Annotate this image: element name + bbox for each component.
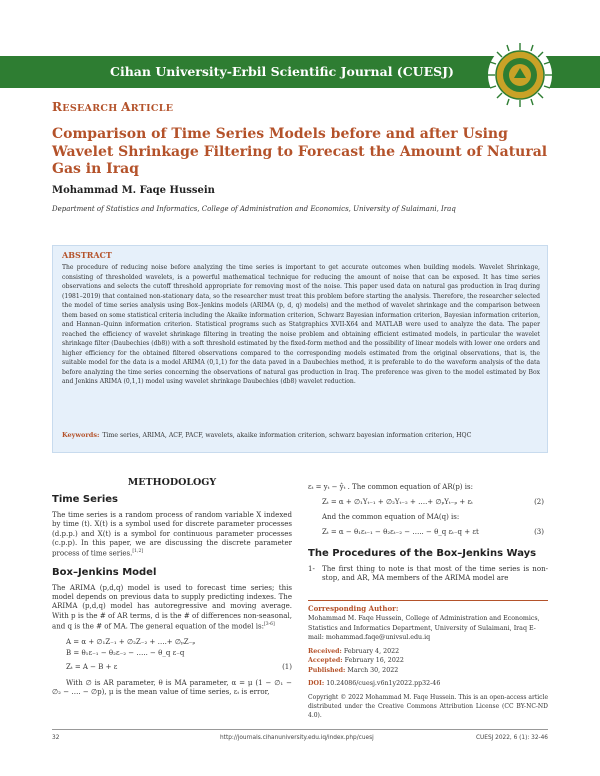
journal-url[interactable]: http://journals.cihanuniversity.edu.iq/index.php/cuesj — [220, 735, 374, 741]
published-line: Published: March 30, 2022 — [308, 666, 399, 674]
equation-1-number: (1) — [282, 662, 292, 671]
correspondence-divider — [308, 600, 548, 601]
author-affiliation: Department of Statistics and Informatics, College of Administration and Economics, University of Sulaimani, Iraq — [52, 205, 456, 213]
ma-intro: And the common equation of MA(q) is: — [322, 513, 460, 521]
procedure-item-1 — [308, 564, 548, 583]
equation-3: Zₜ = α − θ₁εₜ₋₁ − θ₂εₜ₋₂ − ….. − θ_q εₜ₋q + εt (3) — [322, 528, 544, 536]
time-series-heading: Time Series — [52, 494, 119, 505]
article-type: RESEARCH ARTICLE — [52, 100, 174, 114]
footer-divider — [52, 729, 548, 730]
epsilon-line: εₜ = yₜ − ŷₜ . The common equation of AR(p) is: — [308, 483, 473, 491]
equation-a: A = α + ∅₁Z₋₁ + ∅₂Z₋₂ + ….+ ∅ₚZ₋ₚ — [66, 637, 196, 646]
procedures-heading: The Procedures of the Box–Jenkins Ways — [308, 548, 537, 559]
correspondence-text: Mohammad M. Faqe Hussein, College of Administration and Economics, Statistics and Informatics Department, University of Sulaimani, Iraq E-mail: mohammad.faqe@univsul.edu.iq — [308, 615, 540, 641]
keywords-text: Time series, ARIMA, ACF, PACF, wavelets, akaike information criterion, schwarz bayesian information criterion, HQC — [102, 432, 472, 439]
equation-3-number: (3) — [534, 528, 544, 536]
page-number: 32 — [52, 735, 60, 741]
abstract-heading: ABSTRACT — [62, 250, 112, 260]
left-column — [52, 494, 292, 696]
equation-2-number: (2) — [534, 498, 544, 506]
box-jenkins-paragraph: The ARIMA (p,d,q) model is used to forecast time series; this model depends on previous data to supply predicting indexes. The ARIMA (p,d,q) model has autoregressive and moving average. With p is the # of AR terms, d is the # of differences non-seasonal, and q is the # of MA. The general equation of the model is:[3-6] — [52, 582, 292, 631]
correspondence-heading: Corresponding Author: — [308, 604, 399, 613]
university-logo — [487, 42, 553, 108]
equation-1: Zₜ = A − B + ε (1) — [66, 662, 292, 671]
citation: CUESJ 2022, 6 (1): 32-46 — [475, 735, 548, 741]
correspondence-block — [308, 614, 548, 720]
time-series-paragraph: The time series is a random process of random variable X indexed by time (t). X(t) is a symbol used for discrete parameter processes (d.p.p.) and X(t) is a symbol for continuous parameter processes (c.p.p). In this paper, we are discussing the discrete parameter process of time series.[1,2] — [52, 510, 292, 558]
received-line: Received: February 4, 2022 — [308, 647, 400, 655]
box-jenkins-heading: Box–Jenkins Model — [52, 566, 157, 578]
after-equation-paragraph: With ∅ is AR parameter, θ is MA parameter, α = μ (1 − ∅₁ − ∅₂ − …. − ∅p), μ is the mean value of time series, εₜ is error, — [52, 677, 292, 696]
equation-b: B = θ₁ε₋₁ − θ₂ε₋₂ − ….. − θ_q ε₋q — [66, 648, 185, 657]
copyright-text: Copyright © 2022 Mohammad M. Faqe Hussein. This is an open-access article distributed under the Creative Commons Attribution License (CC BY-NC-ND 4.0). — [308, 693, 548, 719]
right-column — [308, 482, 548, 583]
methodology-heading: METHODOLOGY — [127, 477, 217, 488]
keywords-label: Keywords: — [62, 431, 100, 439]
doi-line: DOI: 10.24086/cuesj.v6n1y2022.pp32-46 — [308, 680, 441, 687]
keywords-row — [62, 431, 542, 439]
author-name: Mohammad M. Faqe Hussein — [52, 185, 215, 196]
abstract-text: The procedure of reducing noise before analyzing the time series is important to get accurate outcomes when building models. Wavelet Shrinkage, consisting of thresholded wavelets, is a powerful mathematical technique for reducing the amount of noise that can be exposed. It has time series observations and selects the cutoff threshold appropriate for removing most of the noise. This paper used data on natural gas production in Iraq during (1981–2019) that contained non-stationary data, so the researcher must treat this problem before starting the analysis. Therefore, the researcher selected the model of time series analysis using Box–Jenkins models (ARIMA (p, d, q) models) and the method of wavelet shrinkage and the comparison between them based on some statistical criteria including the Akaike information criterion, Schwarz Bayesian information criterion, Bayesian information criterion, and Hannan–Quinn information criterion. Statistical programs such as Statgraphics XVII-X64 and MATLAB were used to analyze the data. The paper reached the efficiency of wavelet shrinkage filtering in treating the noise problem and obtaining efficient estimated models, in particular the wavelet shrinkage filter (Daubechies (db8)) with a soft threshold estimated by the fixed-form method and the possibility of linear models with lower one orders and higher efficiency for the obtained filtered observations compared to the corresponding models estimated from the original observations, that is, the suitable model for the data is a model ARIMA (0,1,1) for the data paved in a Daubechies method, it is preferable to do the waveform analysis of the data before analyzing the time series concerning the observations of natural gas production in Iraq. The preference was given to the model estimated by Box and Jenkins ARIMA (0,1,1) model using wavelet shrinkage Daubechies (db8) wavelet reduction. — [62, 264, 540, 385]
procedure-text: The first thing to note is that most of the time series is non-stop, and AR, MA members of the ARIMA model are — [322, 564, 548, 583]
equation-2: Zₜ = α + ∅₁Yₜ₋₁ + ∅₂Yₜ₋₂ + ….+ ∅ₚYₜ₋ₚ + εₜ (2) — [322, 498, 544, 506]
procedure-number: 1- — [308, 564, 315, 573]
journal-title: Cihan University-Erbil Scientific Journal (CUESJ) — [110, 64, 454, 79]
accepted-line: Accepted: February 16, 2022 — [308, 657, 404, 664]
paper-title: Comparison of Time Series Models before and after Using Wavelet Shrinkage Filtering to Forecast the Amount of Natural Gas in Iraq — [52, 126, 548, 177]
